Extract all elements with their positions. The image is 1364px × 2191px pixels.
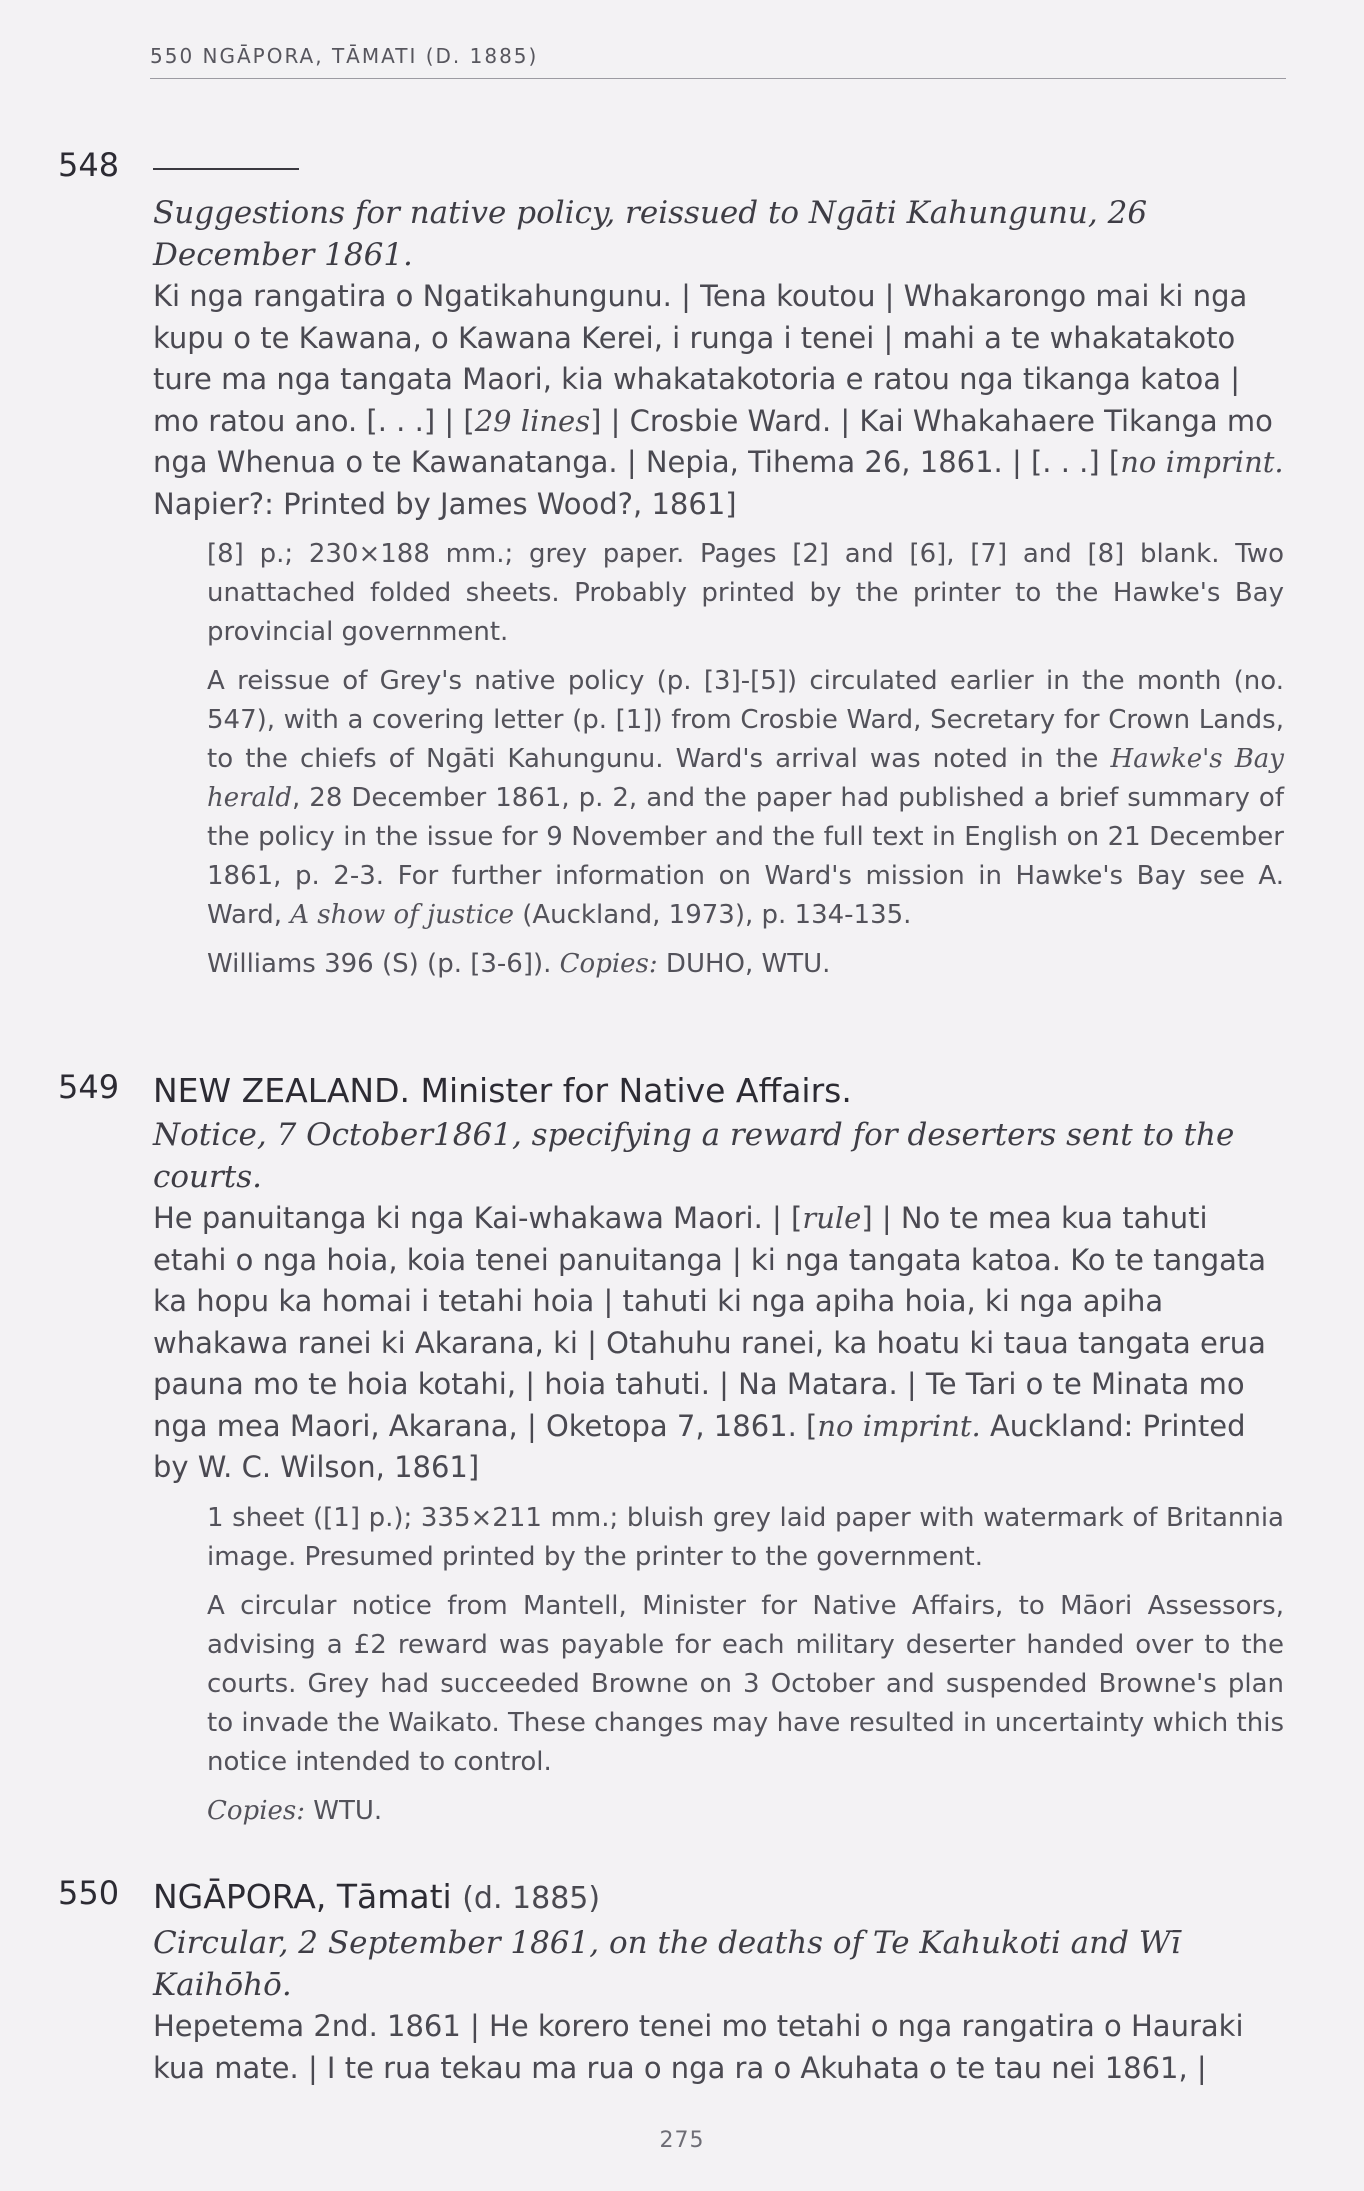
entry-heading: NEW ZEALAND. Minister for Native Affairs. bbox=[153, 1071, 852, 1110]
page-number: 275 bbox=[659, 2128, 705, 2153]
entry-transcription: Hepetema 2nd. 1861 | He korero tenei mo tetahi o nga rangatira o Hauraki kua mate. | I te rua tekau ma rua o nga ra o Akuhata o te tau nei 1861, | bbox=[153, 2009, 1244, 2085]
entry-title: Circular, 2 September 1861, on the deaths of Te Kahukoti and Wī Kaihōhō. bbox=[153, 1925, 1181, 2003]
physical-description: 1 sheet ([1] p.); 335×211 mm.; bluish grey laid paper with watermark of Britannia image. Presumed printed by the printer to the government. bbox=[207, 1502, 1284, 1572]
entry-transcription: Ki nga rangatira o Ngatikahungunu. | Tena koutou | Whakarongo mai ki nga kupu o te Kawana, o Kawana Kerei, i runga i tenei | mahi a te whakatakoto ture ma nga tangata Maori, kia whakatakotoria e ratou nga tikanga katoa | mo ratou ano. [. . .] | [29 lines] | Crosbie Ward. | Kai Whakahaere Tikanga mo nga Whenua o te Kawanatanga. | Nepia, Tihema 26, 1861. | [. . .] [no imprint. Napier?: Printed by James Wood?, 1861] bbox=[153, 279, 1284, 521]
entry-heading: NGĀPORA, Tāmati (d. 1885) bbox=[153, 1877, 601, 1916]
entry-note: A circular notice from Mantell, Minister for Native Affairs, to Māori Assessors, advising a £2 reward was payable for each military deserter handed over to the courts. Grey had succeeded Browne on 3 October and suspended Browne's plan to invade the Waikato. These changes may have resulted in uncertainty which this notice intended to control. bbox=[207, 1590, 1284, 1777]
entry-number: 550 bbox=[58, 1874, 120, 1912]
entry-transcription: He panuitanga ki nga Kai-whakawa Maori. | [rule] | No te mea kua tahuti etahi o nga hoia, koia tenei panuitanga | ki nga tangata katoa. Ko te tangata ka hopu ka homai i tetahi hoia | tahuti ki nga apiha hoia, ki nga apiha whakawa ranei ki Akarana, ki | Otahuhu ranei, ka hoatu ki taua tangata erua pauna mo te hoia kotahi, | hoia tahuti. | Na Matara. | Te Tari o te Minata mo nga mea Maori, Akarana, | Oketopa 7, 1861. [no imprint. Auckland: Printed by W. C. Wilson, 1861] bbox=[153, 1201, 1267, 1484]
repeat-author-dash bbox=[153, 146, 1284, 192]
entry-number: 548 bbox=[58, 146, 120, 184]
entry-title: Suggestions for native policy, reissued to Ngāti Kahungunu, 26 December 1861. bbox=[153, 195, 1148, 273]
physical-description: [8] p.; 230×188 mm.; grey paper. Pages [2] and [6], [7] and [8] blank. Two unattached folded sheets. Probably printed by the printer to the Hawke's Bay provincial government. bbox=[207, 539, 1284, 647]
entry-number: 549 bbox=[58, 1068, 120, 1106]
entry-title: Notice, 7 October1861, specifying a reward for deserters sent to the courts. bbox=[153, 1117, 1235, 1195]
running-head: 550 NGĀPORA, TĀMATI (D. 1885) bbox=[150, 44, 1286, 79]
entry-references: Williams 396 (S) (p. [3-6]). Copies: DUHO, WTU. bbox=[207, 949, 831, 979]
entry-references: Copies: WTU. bbox=[207, 1795, 383, 1826]
entry-note: A reissue of Grey's native policy (p. [3]-[5]) circulated earlier in the month (no. 547), with a covering letter (p. [1]) from Crosbie Ward, Secretary for Crown Lands, to the chiefs of Ngāti Kahungunu. Ward's arrival was noted in the Hawke's Bay herald, 28 December 1861, p. 2, and the paper had published a brief summary of the policy in the issue for 9 November and the full text in English on 21 December 1861, p. 2-3. For further information on Ward's mission in Hawke's Bay see A. Ward, A show of justice (Auckland, 1973), p. 134-135. bbox=[207, 666, 1284, 930]
